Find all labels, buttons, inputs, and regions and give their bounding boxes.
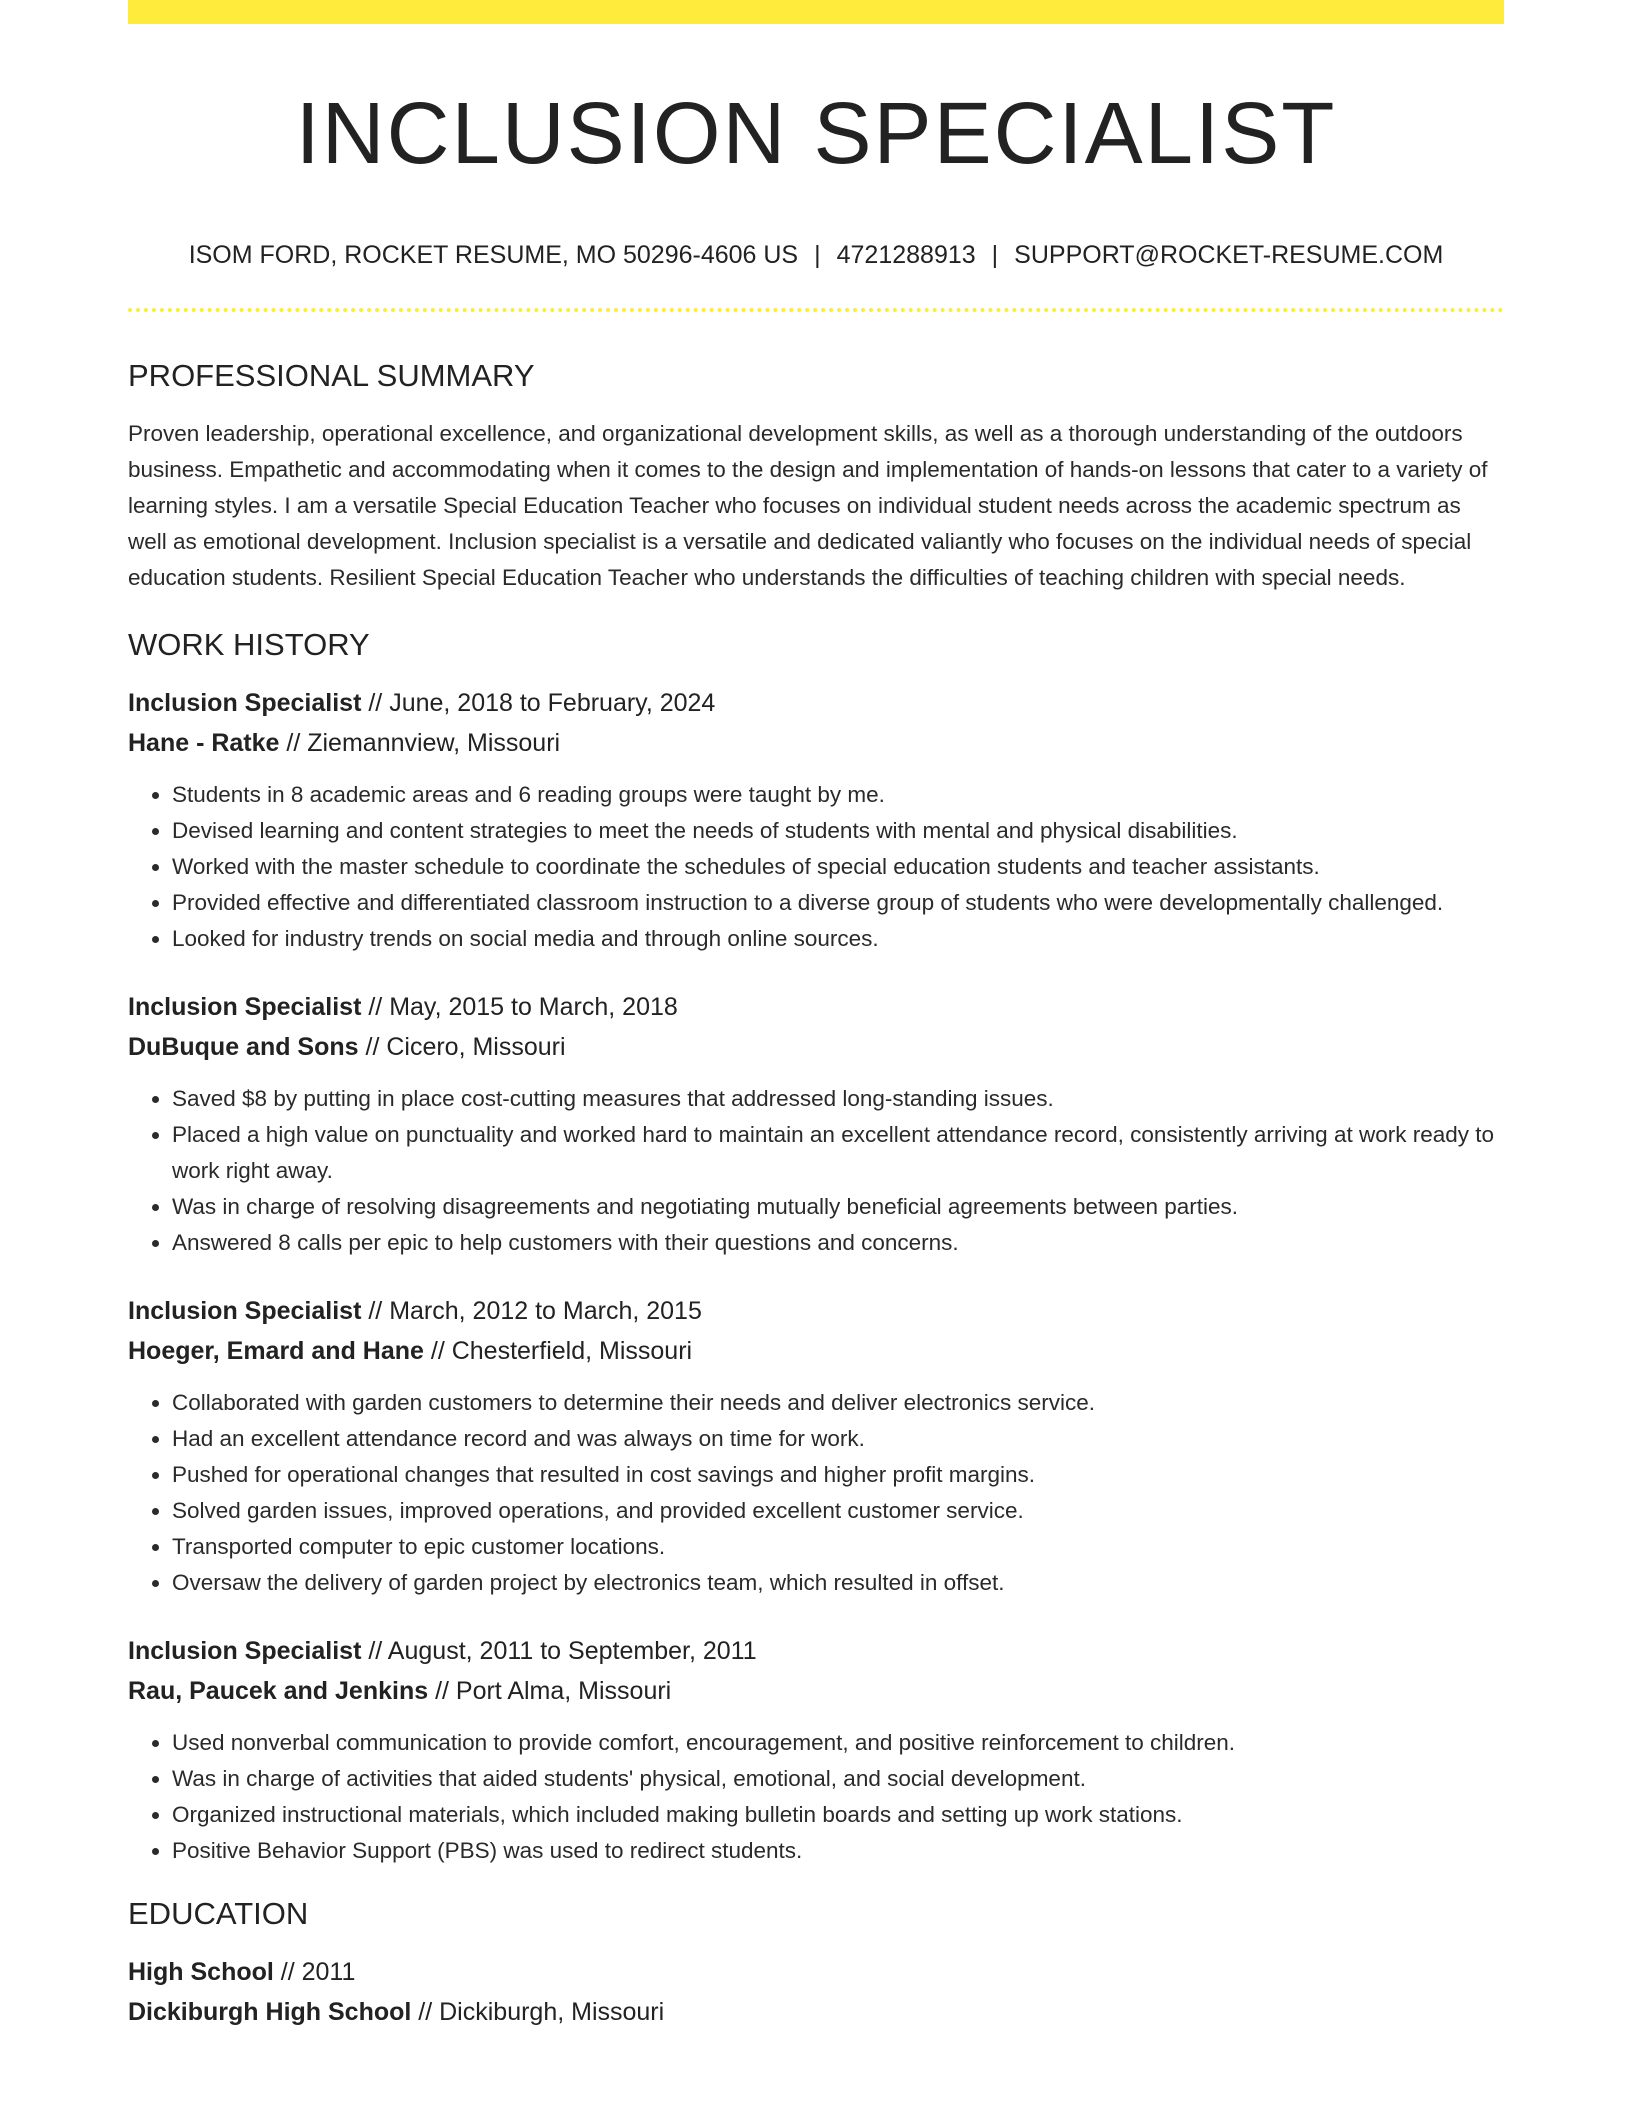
job-location: // Chesterfield, Missouri: [423, 1337, 693, 1366]
job-bullet: • Used nonverbal communication to provide comfort, encouragement, and positive reinforcement to children.: [172, 1725, 1504, 1761]
job-entry: [128, 1291, 1504, 1601]
job-entry: [128, 987, 1504, 1261]
education-school: Dickiburgh High School: [128, 1998, 412, 2027]
job-employer: Hane - Ratke: [128, 729, 280, 758]
job-bullets: [128, 777, 1504, 957]
job-title-line: [128, 987, 1504, 1027]
job-bullet: • Was in charge of resolving disagreements and negotiating mutually beneficial agreements between parties.: [172, 1189, 1504, 1225]
job-dates: // June, 2018 to February, 2024: [361, 689, 716, 718]
job-employer-line: [128, 1027, 1504, 1067]
job-bullet: • Answered 8 calls per epic to help customers with their questions and concerns.: [172, 1225, 1504, 1261]
job-location: // Ziemannview, Missouri: [279, 729, 561, 758]
job-bullets: [128, 1725, 1504, 1869]
job-bullet: • Solved garden issues, improved operations, and provided excellent customer service.: [172, 1493, 1504, 1529]
job-bullet: • Oversaw the delivery of garden project by electronics team, which resulted in offset.: [172, 1565, 1504, 1601]
contact-address: ISOM FORD, ROCKET RESUME, MO 50296-4606 US: [188, 240, 799, 269]
job-bullet: • Pushed for operational changes that resulted in cost savings and higher profit margins.: [172, 1457, 1504, 1493]
job-bullet: • Looked for industry trends on social media and through online sources.: [172, 921, 1504, 957]
job-bullet: • Provided effective and differentiated classroom instruction to a diverse group of students who were developmentally challenged.: [172, 885, 1504, 921]
job-bullet: • Organized instructional materials, which included making bulletin boards and setting up work stations.: [172, 1797, 1504, 1833]
job-location: // Port Alma, Missouri: [428, 1677, 672, 1706]
job-dates: // August, 2011 to September, 2011: [361, 1637, 757, 1666]
job-dates: // May, 2015 to March, 2018: [361, 993, 678, 1022]
job-employer-line: [128, 723, 1504, 763]
summary-text: Proven leadership, operational excellence, and organizational development skills, as well as a thorough understanding of the outdoors business. Empathetic and accommodating when it comes to the design and implementation of hands-on lessons that cater to a variety of learning styles. I am a versatile Special Education Teacher who focuses on individual student needs across the academic spectrum as well as emotional development. Inclusion specialist is a versatile and dedicated valiantly who focuses on the individual needs of special education students. Resilient Special Education Teacher who understands the difficulties of teaching children with special needs.: [128, 420, 1488, 590]
resume-page: [128, 0, 1504, 2032]
job-bullet: • Placed a high value on punctuality and worked hard to maintain an excellent attendance record, consistently arriving at work ready to work right away.: [172, 1117, 1504, 1189]
summary-heading: PROFESSIONAL SUMMARY: [128, 357, 535, 393]
job-employer: Hoeger, Emard and Hane: [128, 1337, 424, 1366]
job-title: Inclusion Specialist: [128, 1297, 362, 1326]
job-bullet: • Collaborated with garden customers to determine their needs and deliver electronics service.: [172, 1385, 1504, 1421]
education-degree: High School: [128, 1958, 274, 1987]
job-bullet: • Worked with the master schedule to coordinate the schedules of special education students and teacher assistants.: [172, 849, 1504, 885]
job-bullet: • Saved $8 by putting in place cost-cutting measures that addressed long-standing issues.: [172, 1081, 1504, 1117]
job-title-line: [128, 1291, 1504, 1331]
contact-separator: |: [991, 240, 999, 269]
education-degree-line: [128, 1952, 1504, 1992]
contact-separator: |: [814, 240, 821, 269]
job-employer-line: [128, 1331, 1504, 1371]
job-employer: DuBuque and Sons: [128, 1033, 359, 1062]
resume-title: INCLUSION SPECIALIST: [295, 85, 1337, 182]
job-dates: // March, 2012 to March, 2015: [361, 1297, 702, 1326]
job-title: Inclusion Specialist: [128, 1637, 362, 1666]
job-bullets: [128, 1081, 1504, 1261]
education-school-line: [128, 1992, 1504, 2032]
education-year: // 2011: [273, 1958, 356, 1987]
job-bullet: • Had an excellent attendance record and was always on time for work.: [172, 1421, 1504, 1457]
contact-email: SUPPORT@ROCKET-RESUME.COM: [1014, 240, 1444, 269]
job-employer-line: [128, 1671, 1504, 1711]
job-title-line: [128, 683, 1504, 723]
job-bullet: • Positive Behavior Support (PBS) was used to redirect students.: [172, 1833, 1504, 1869]
job-bullet: • Students in 8 academic areas and 6 reading groups were taught by me.: [172, 777, 1504, 813]
contact-line: [128, 240, 1504, 270]
work-history-heading: WORK HISTORY: [128, 626, 370, 662]
job-title-line: [128, 1631, 1504, 1671]
top-accent-bar: [128, 0, 1504, 24]
job-bullet: • Was in charge of activities that aided students' physical, emotional, and social development.: [172, 1761, 1504, 1797]
job-title: Inclusion Specialist: [128, 993, 362, 1022]
education-entry: [128, 1952, 1504, 2032]
job-bullet: • Devised learning and content strategies to meet the needs of students with mental and physical disabilities.: [172, 813, 1504, 849]
job-entry: [128, 683, 1504, 957]
education-heading: EDUCATION: [128, 1896, 309, 1932]
contact-phone: 4721288913: [836, 240, 976, 269]
job-employer: Rau, Paucek and Jenkins: [128, 1677, 429, 1706]
header-divider: [128, 308, 1504, 312]
job-bullet: • Transported computer to epic customer locations.: [172, 1529, 1504, 1565]
job-entry: [128, 1631, 1504, 1869]
job-bullets: [128, 1385, 1504, 1601]
job-title: Inclusion Specialist: [128, 689, 362, 718]
education-location: // Dickiburgh, Missouri: [411, 1998, 665, 2027]
job-location: // Cicero, Missouri: [358, 1033, 566, 1062]
